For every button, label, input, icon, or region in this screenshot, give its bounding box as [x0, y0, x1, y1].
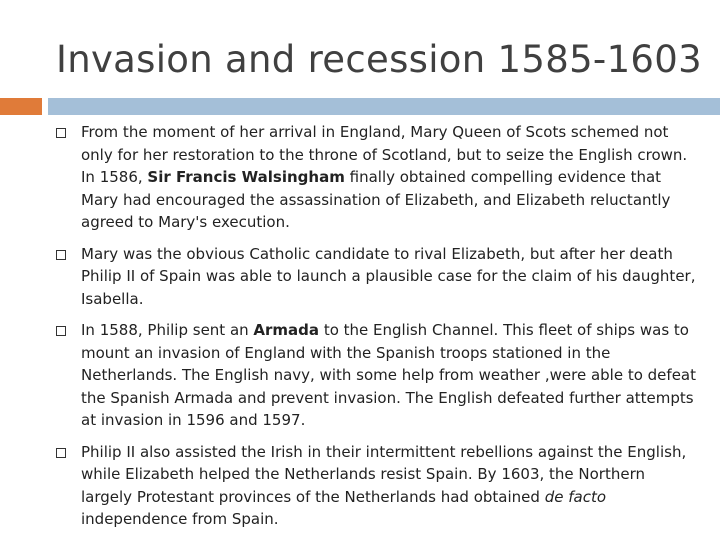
bullet-item-1 [56, 121, 696, 234]
square-bullet-icon [56, 448, 66, 458]
bold-name: Sir Francis Walsingham [147, 168, 345, 186]
bullet-item-2 [56, 243, 696, 311]
bullet-text: Mary was the obvious Catholic candidate to rival Elizabeth, but after her death Philip II of Spain was able to launch a plausible case for the claim of his daughter, Isabella. [81, 244, 696, 308]
bullet-text: independence from Spain. [81, 510, 279, 528]
bullet-text: finally obtained compelling evidence that Mary had encouraged the assassination of Elizabeth, and Elizabeth reluctantly agreed to Mary's execution. [81, 168, 671, 231]
square-bullet-icon [56, 128, 66, 138]
bullet-list [56, 121, 696, 540]
square-bullet-icon [56, 250, 66, 260]
bold-term: Armada [253, 321, 320, 339]
square-bullet-icon [56, 326, 66, 336]
bullet-text: to the English Channel. This fleet of ships was to mount an invasion of England with the Spanish troops stationed in the Netherlands. The English navy, with some help from weather ,were able to defeat the Spanish Armada and prevent invasion. The English defeated further attempts at invasion in 1596 and 1597. [81, 321, 696, 429]
accent-bar-blue [48, 98, 720, 115]
bullet-text: From the moment of her arrival in England, Mary Queen of Scots schemed not only for her restoration to the throne of Scotland, but to seize the English crown. In 1586, [81, 123, 688, 186]
slide-title: Invasion and recession 1585-1603 [56, 38, 702, 81]
bullet-text: Philip II also assisted the Irish in their intermittent rebellions against the English, while Elizabeth helped the Netherlands resist Spain. By 1603, the Northern largely Protestant provinces of the Netherlands had obtained [81, 442, 687, 506]
italic-term: de facto [544, 487, 606, 506]
bullet-item-4 [56, 441, 696, 531]
bullet-text: In 1588, Philip sent an [81, 321, 254, 339]
accent-bar-orange [0, 98, 42, 115]
bullet-item-3 [56, 319, 696, 432]
